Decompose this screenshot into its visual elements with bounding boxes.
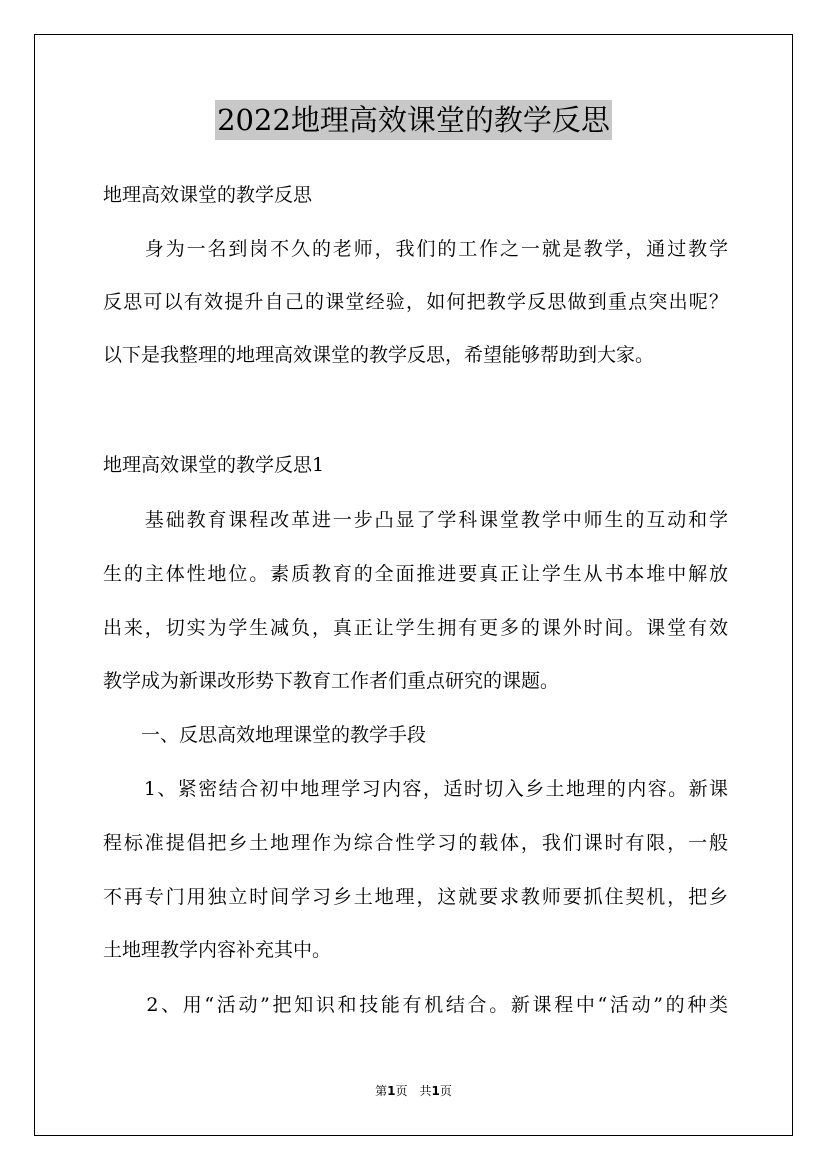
footer-total-pages: 1: [431, 1084, 440, 1098]
footer-middle: 页 共: [395, 1084, 432, 1098]
footer-page-number: 1: [387, 1084, 396, 1098]
subtitle: 地理高效课堂的教学反思: [103, 184, 313, 206]
section-heading: 地理高效课堂的教学反思1: [103, 454, 325, 476]
intro-line-3: 以下是我整理的地理高效课堂的教学反思，希望能够帮助到大家。: [103, 344, 655, 366]
para1-line-1: 基础教育课程改革进一步凸显了学科课堂教学中师生的互动和学: [103, 509, 728, 531]
point1-line-4: 土地理教学内容补充其中。: [103, 939, 332, 961]
para1-line-2: 生的主体性地位。素质教育的全面推进要真正让学生从书本堆中解放: [103, 563, 728, 585]
document-title: 2022地理高效课堂的教学反思: [215, 100, 612, 140]
footer-prefix: 第: [375, 1084, 388, 1098]
point1-line-1: 1、紧密结合初中地理学习内容，适时切入乡土地理的内容。新课: [103, 778, 728, 800]
point1-line-3: 不再专门用独立时间学习乡土地理，这就要求教师要抓住契机，把乡: [103, 886, 728, 908]
point2-line-1: 2、用“活动”把知识和技能有机结合。新课程中“活动”的种类: [103, 994, 728, 1016]
footer-suffix: 页: [439, 1084, 452, 1098]
intro-line-1: 身为一名到岗不久的老师，我们的工作之一就是教学，通过教学: [103, 238, 728, 260]
page-footer: [0, 1083, 827, 1099]
para1-line-3: 出来，切实为学生减负，真正让学生拥有更多的课外时间。课堂有效: [103, 617, 728, 639]
title-wrap: [0, 100, 827, 140]
intro-line-2: 反思可以有效提升自己的课堂经验，如何把教学反思做到重点突出呢？: [103, 291, 728, 313]
para1-line-4: 教学成为新课改形势下教育工作者们重点研究的课题。: [103, 670, 560, 692]
point-heading: 一、反思高效地理课堂的教学手段: [103, 724, 427, 746]
point1-line-2: 程标准提倡把乡土地理作为综合性学习的载体，我们课时有限，一般: [103, 832, 728, 854]
